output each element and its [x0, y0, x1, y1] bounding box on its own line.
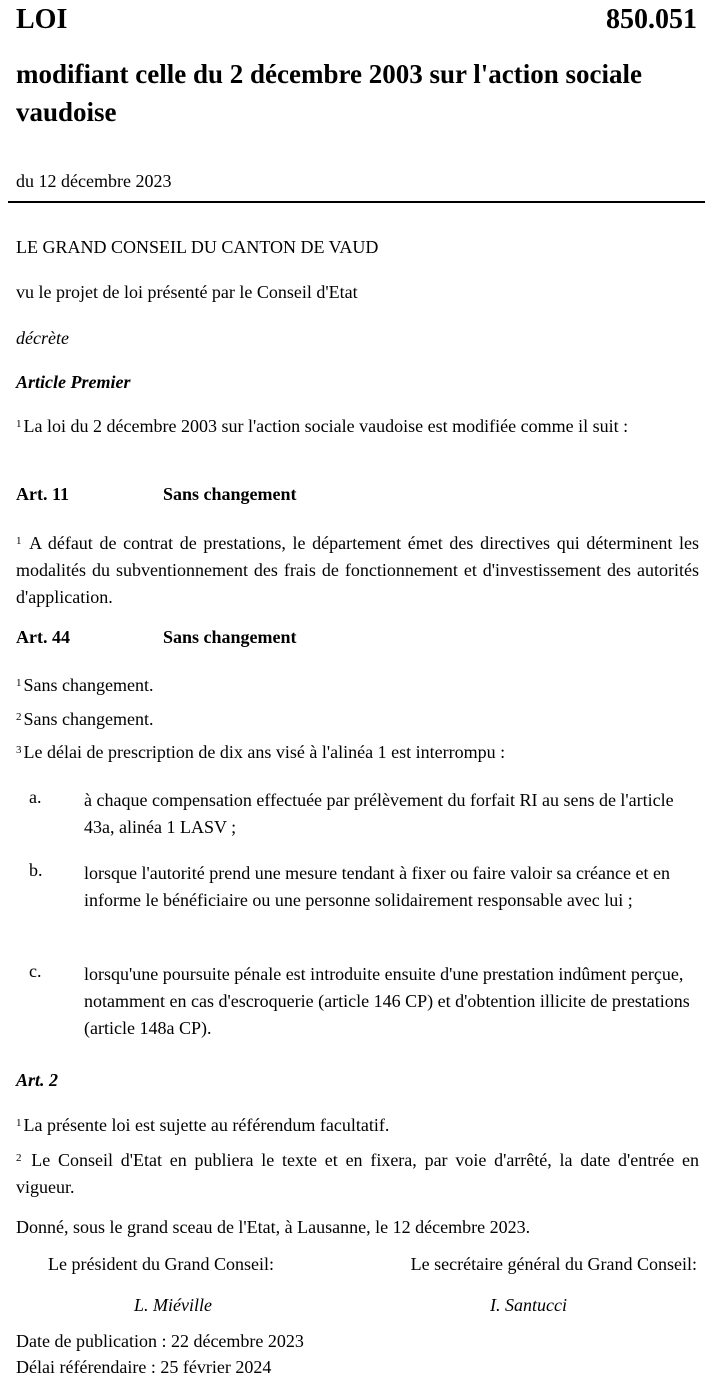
paragraph-text: La loi du 2 décembre 2003 sur l'action sociale vaudoise est modifiée comme il suit : [23, 416, 629, 436]
publication-date: Date de publication : 22 décembre 2023 [16, 1331, 304, 1351]
law-type: LOI [16, 4, 68, 35]
art44-paragraph-3 [16, 739, 505, 765]
list-item-letter: c. [29, 961, 42, 981]
list-item-letter: a. [29, 787, 42, 807]
paragraph-number: 2 [16, 1152, 22, 1164]
header-divider [8, 201, 705, 203]
art11-number: Art. 11 [16, 484, 69, 504]
secretary-label: Le secrétaire général du Grand Conseil: [410, 1254, 697, 1274]
decrete: décrète [16, 328, 69, 348]
authority: LE GRAND CONSEIL DU CANTON DE VAUD [16, 237, 379, 257]
paragraph-text: A défaut de contrat de prestations, le département émet des directives qui déterminent les modalités du subventionnement des frais de fonctionnement et d'investissement des autorités d'application. [16, 533, 699, 607]
paragraph-text: Sans changement. [23, 675, 154, 695]
art2-heading: Art. 2 [16, 1070, 59, 1090]
art44-number: Art. 44 [16, 627, 70, 647]
law-title: modifiant celle du 2 décembre 2003 sur l'action sociale vaudoise [16, 59, 642, 127]
referendum-deadline: Délai référendaire : 25 février 2024 [16, 1357, 272, 1377]
list-item-text: lorsqu'une poursuite pénale est introduite ensuite d'une prestation indûment perçue, notamment en cas d'escroquerie (article 146 CP) et d'obtention illicite de prestations (article 148a CP). [84, 964, 690, 1038]
article-premier-heading: Article Premier [16, 372, 131, 392]
law-date: du 12 décembre 2023 [16, 171, 172, 191]
art2-paragraph-2 [16, 1147, 699, 1201]
paragraph-text: Sans changement. [23, 709, 154, 729]
law-number: 850.051 [606, 4, 697, 35]
president-name: L. Miéville [134, 1295, 212, 1315]
paragraph-number: 1 [16, 677, 22, 689]
president-label: Le président du Grand Conseil: [48, 1254, 274, 1274]
paragraph-text: La présente loi est sujette au référendum facultatif. [23, 1115, 390, 1135]
paragraph-text: Le délai de prescription de dix ans visé à l'alinéa 1 est interrompu : [23, 742, 506, 762]
art2-paragraph-1 [16, 1112, 389, 1138]
vu-clause: vu le projet de loi présenté par le Conseil d'Etat [16, 282, 358, 302]
list-item-text: à chaque compensation effectuée par prélèvement du forfait RI au sens de l'article 43a, alinéa 1 LASV ; [84, 790, 674, 837]
art11-title: Sans changement [163, 484, 297, 504]
article-premier-paragraph [16, 413, 699, 440]
art11-paragraph [16, 530, 699, 611]
paragraph-number: 1 [16, 1117, 22, 1129]
art44-paragraph-1 [16, 672, 153, 698]
paragraph-number: 2 [16, 711, 22, 723]
list-item-letter: b. [29, 860, 43, 880]
paragraph-number: 1 [16, 418, 22, 430]
art44-title: Sans changement [163, 627, 297, 647]
given-clause: Donné, sous le grand sceau de l'Etat, à Lausanne, le 12 décembre 2023. [16, 1217, 531, 1237]
list-item-text: lorsque l'autorité prend une mesure tendant à fixer ou faire valoir sa créance et en informe le bénéficiaire ou une personne solidairement responsable avec lui ; [84, 863, 670, 910]
paragraph-number: 3 [16, 744, 22, 756]
paragraph-number: 1 [16, 535, 22, 547]
secretary-name: I. Santucci [490, 1295, 567, 1315]
paragraph-text: Le Conseil d'Etat en publiera le texte et en fixera, par voie d'arrêté, la date d'entrée en vigueur. [16, 1150, 700, 1197]
art44-paragraph-2 [16, 706, 153, 732]
